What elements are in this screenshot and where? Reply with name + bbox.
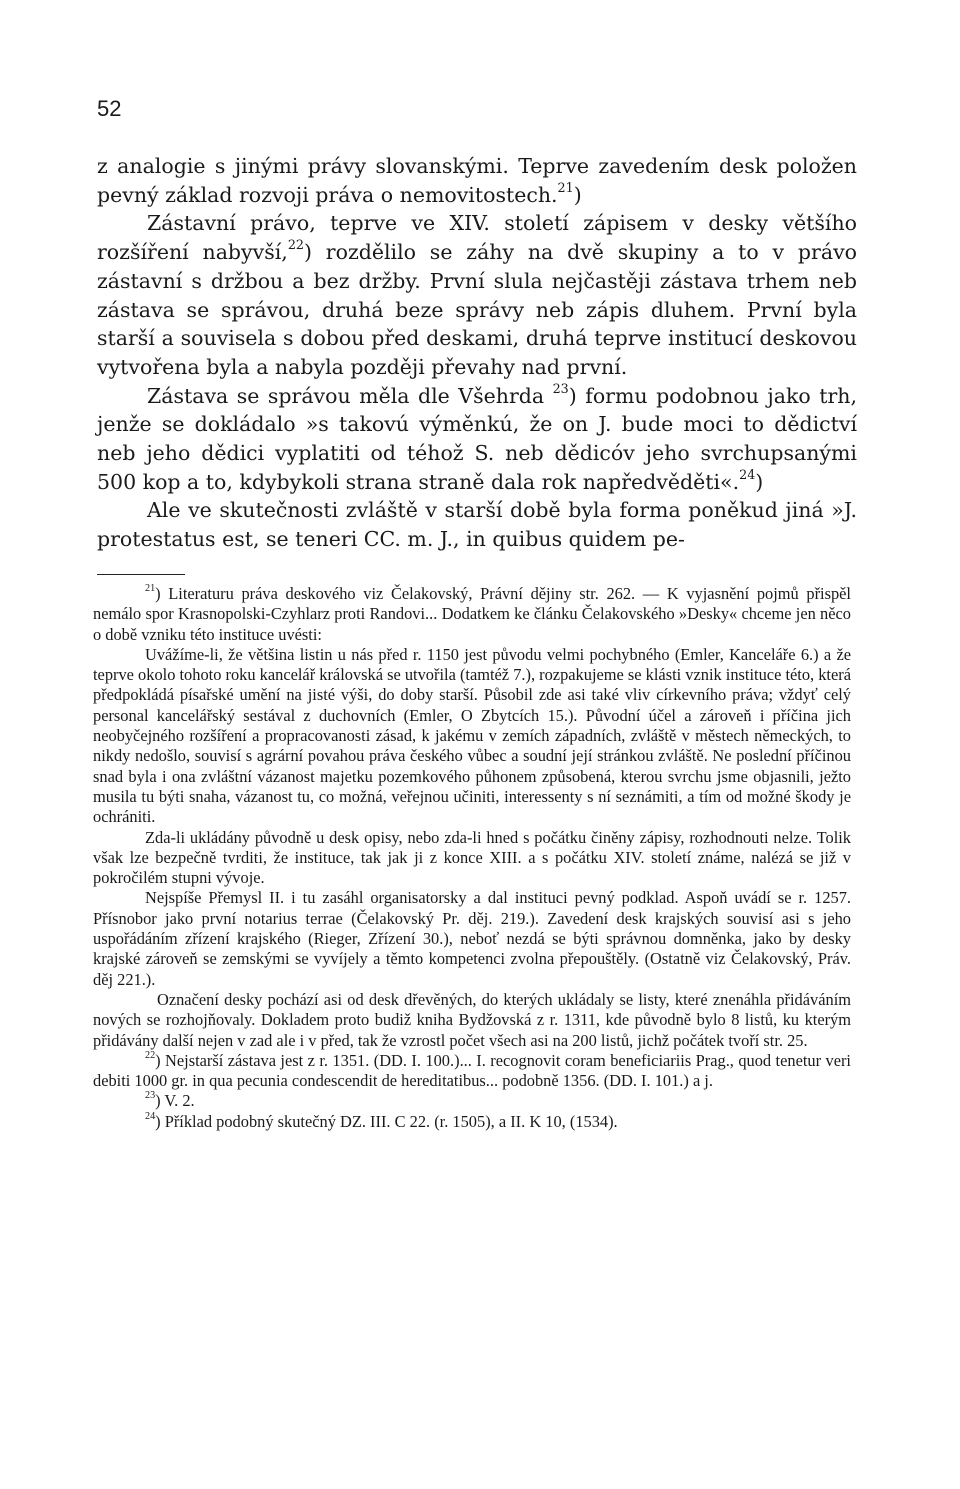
- paragraph-text: Zástavní právo, teprve ve XIV. století zápisem v desky většího rozšíření nabyvší,: [97, 211, 857, 265]
- footnote-text: ) Příklad podobný skutečný DZ. III. C 22. (r. 1505), a II. K 10, (1534).: [155, 1111, 618, 1131]
- footnote-marker: 22: [145, 1049, 156, 1061]
- paragraph-text: ): [573, 182, 582, 207]
- footnote-ref-24: 24: [739, 467, 756, 482]
- footnote-paragraph: Nejspíše Přemysl II. i tu zasáhl organisatorsky a dal instituci pevný podklad. Aspoň uvádí se r. 1257. Přísnobor jako první notarius terrae (Čelakovský Pr. děj. 219.). Zavedení desk krajských souvisí asi s jeho uspořádáním zřízení krajského (Rieger, Zřízení 30.), neboť nezdá se býti správnou domněnka, jako by desky krajské zároveň se zemskými se vyvíjely a těmto kompetenci zvolna přepouštěly. (Ostatně viz Čelakovský, Práv. děj 221.).: [93, 888, 851, 989]
- footnote-ref-23: 23: [552, 380, 569, 396]
- footnote-text: ) Literaturu práva deskového viz Čelakovský, Právní dějiny str. 262. — K vyjasnění pojmů přispěl nemálo spor Krasnopolski-Czyhlarz proti Randovi... Dodatkem ke článku Čelakovského »Desky« chceme jen něco o době vzniku této instituce uvésti:: [93, 584, 851, 644]
- paragraph-text: Zástava se správou měla dle Všehrda: [147, 383, 553, 408]
- footnote-separator: [97, 574, 185, 575]
- footnote-text: ) Nejstarší zástava jest z r. 1351. (DD. I. 100.)... I. recognovit coram beneficiariis Prag., quod tenetur veri debiti 1000 gr. in qua pecunia condescendit de hereditatibus... podobně 1356. (DD. I. 101.) a j.: [93, 1050, 851, 1091]
- footnote-paragraph: Zda-li ukládány původně u desk opisy, nebo zda-li hned s počátku činěny zápisy, rozhodnouti nelze. Tolik však lze bezpečně tvrditi, že instituce, tak jak ji z konce XIII. a s počátku XIV. století známe, nalézá se již v pokročilém stupni vývoje.: [93, 827, 851, 888]
- footnote-marker: 21: [145, 583, 156, 595]
- page-number: 52: [97, 96, 122, 121]
- main-paragraph-2: [97, 209, 857, 381]
- footnote-ref-21: 21: [557, 179, 574, 195]
- paragraph-text: ): [755, 469, 764, 494]
- main-paragraph-4: Ale ve skutečnosti zvláště v starší době byla forma poněkud jiná »J. protestatus est, se teneri CC. m. J., in quibus quidem pe-: [97, 498, 857, 552]
- paragraph-text: z analogie s jinými právy slovanskými. Teprve zavedením desk položen pevný základ rozvoji práva o nemovitostech.: [97, 154, 857, 207]
- footnote-24: [93, 1112, 851, 1132]
- footnote-paragraph: Uvážíme-li, že většina listin u nás před r. 1150 jest původu velmi pochybného (Emler, Kanceláře 6.) a že teprve okolo tohoto roku kancelář královská se utvořila (tamtéž 7.), rozpakujeme se klásti vznik instituce této, která předpokládá písařské umění na jisté výši, do doby starší. Působil zde asi také vliv církevního práva; vždyť celý personal kancelářský sestával z duchovních (Emler, O Zbytcích 15.). Původní účel a zároveň i příčina jich neobyčejného rozšíření a propracovanosti zásad, k jakému v zemích západních, zvláště v městech německých, to nikdy nedošlo, souvisí s agrární povahou práva českého vůbec a soudní její stránkou zvláště. Ne poslední příčinou snad byla i ona zvláštní vázanost majetku pozemkového půhonem způsobená, kterou svrchu jsme objasnili, ježto musila tu býti snaha, vázanost tu, co možná, veřejnou učiniti, interessenty s ní seznámiti, a tím od možné škody je ochrániti.: [93, 644, 851, 827]
- footnotes: [93, 584, 851, 1132]
- footnote-paragraph: Označení desky pochází asi od desk dřevěných, do kterých ukládaly se listy, které znenáhla přidáváním nových se rozhojňovaly. Dokladem proto budiž kniha Bydžovská z r. 1311, kde původně bylo 8 listů, ku kterým přidávány další nejen v zad ale i v před, tak že vzrostl počet všech asi na 200 listů, jichž počátek tvoří str. 25.: [93, 989, 851, 1050]
- footnote-marker: 24: [145, 1110, 156, 1122]
- main-text: [97, 152, 857, 554]
- paragraph-text: ) rozdělilo se záhy na dvě skupiny a to v právo zástavní s držbou a bez držby. První slula nejčastěji zástava trhem neb zástava se správou, druhá beze správy neb zápis dluhem. První byla starší a souvisela s dobou před deskami, druhá teprve institucí deskovou vytvořena byla a nabyla později převahy nad první.: [97, 240, 858, 379]
- main-paragraph-3: [97, 382, 857, 497]
- footnote-ref-22: 22: [287, 237, 304, 253]
- footnote-21: [93, 584, 851, 645]
- footnote-23: [93, 1091, 851, 1111]
- footnote-text: ) V. 2.: [155, 1091, 195, 1111]
- main-paragraph-1: [97, 152, 857, 209]
- footnote-marker: 23: [145, 1090, 156, 1102]
- footnote-22: [93, 1051, 851, 1092]
- paragraph-text: ) formu podobnou jako trh, jenže se dokládalo »s takovú výměnkú, že on J. bude moci to dědictví neb jeho dědici vyplatiti od téhož S. neb dědicóv jeho svrchupsanými 500 kop a to, kdybykoli strana straně dala rok napředvěděti«.: [97, 383, 857, 494]
